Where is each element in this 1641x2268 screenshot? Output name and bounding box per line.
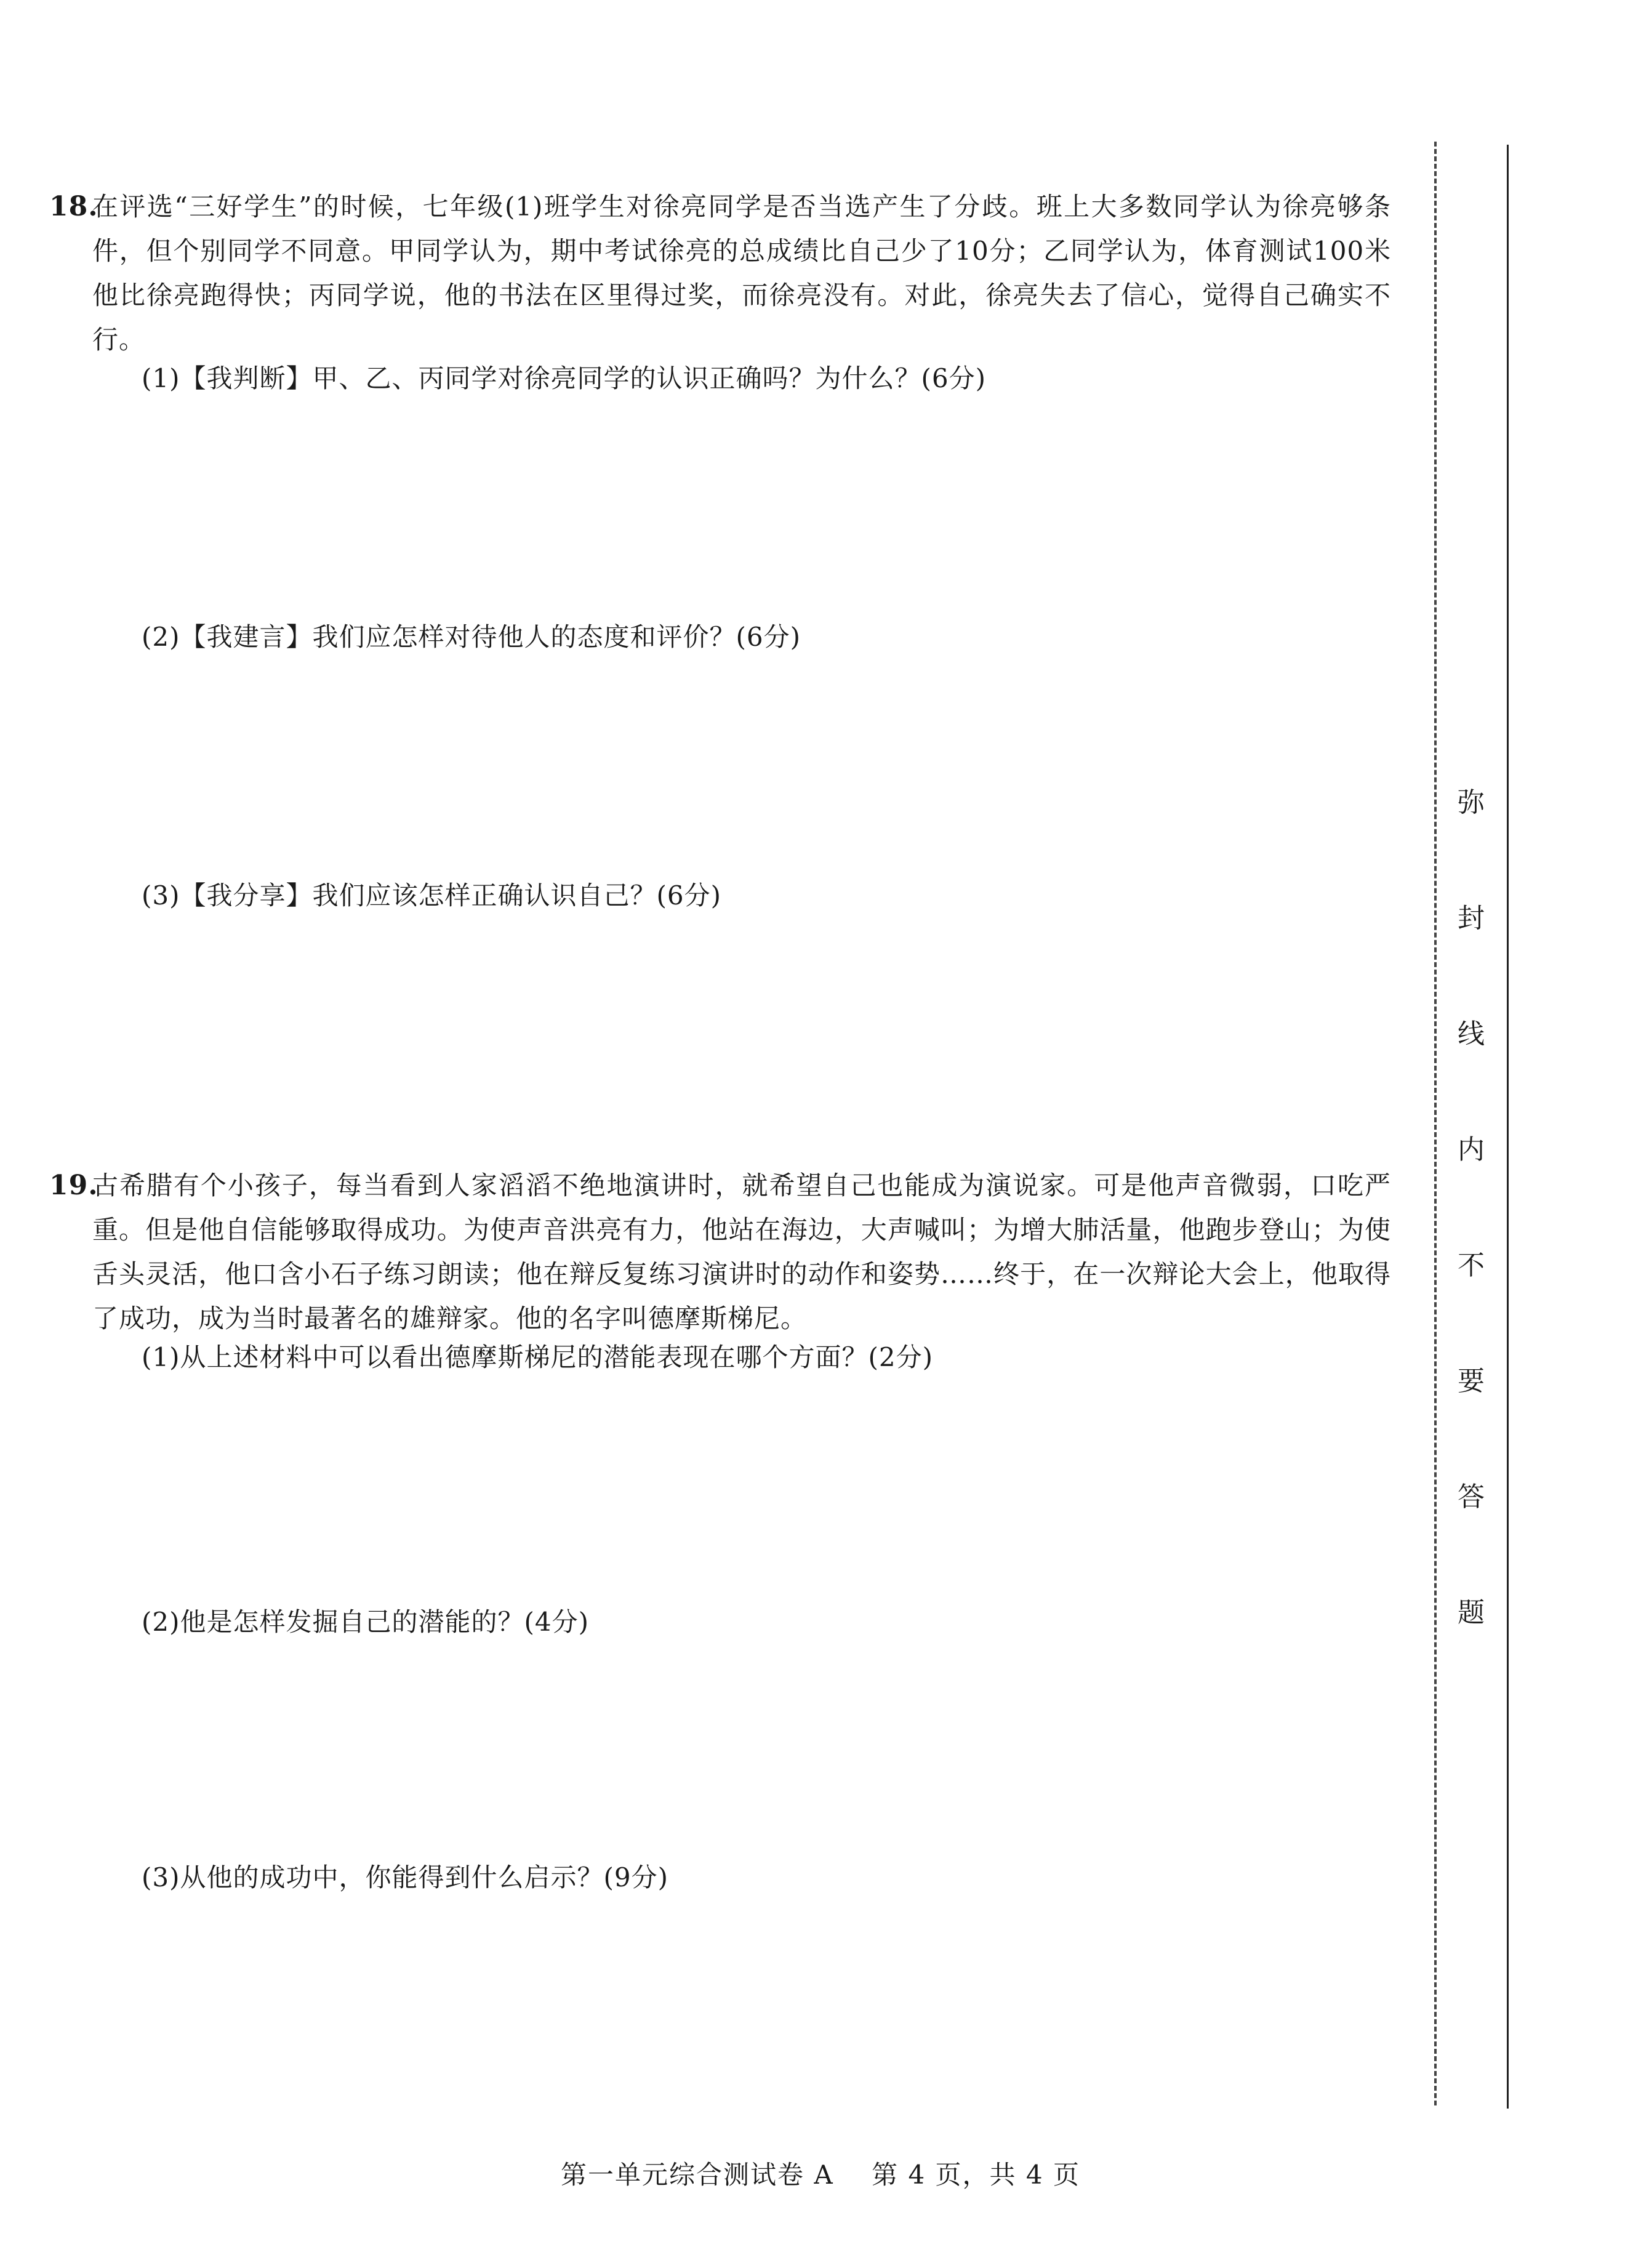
question-18-part-1: (1)【我判断】甲、乙、丙同学对徐亮同学的认识正确吗？为什么？(6分) [142,363,986,393]
page-footer [0,2155,1641,2192]
binding-char: 要 [1458,1365,1485,1397]
footer-page-label: 第 4 页，共 4 页 [872,2160,1080,2190]
question-18-number: 18. [49,191,98,222]
question-19-part-1: (1)从上述材料中可以看出德摩斯梯尼的潜能表现在哪个方面？(2分) [142,1342,933,1372]
binding-char: 题 [1458,1597,1485,1628]
binding-solid-line [1507,145,1509,2109]
question-19-stem [49,1164,1391,1341]
question-18-part-2: (2)【我建言】我们应怎样对待他人的态度和评价？(6分) [142,622,801,652]
binding-char: 不 [1458,1250,1485,1281]
question-19-part-2: (2)他是怎样发掘自己的潜能的？(4分) [142,1607,589,1637]
binding-notice [1450,788,1493,1714]
question-19-number: 19. [49,1170,98,1201]
question-18 [49,185,1391,911]
question-18-part-3: (3)【我分享】我们应该怎样正确认识自己？(6分) [142,880,721,911]
binding-dashed-line [1434,142,1437,2105]
question-19-text: 古希腊有个小孩子，每当看到人家滔滔不绝地演讲时，就希望自己也能成为演说家。可是他声音微弱，口吃严重。但是他自信能够取得成功。为使声音洪亮有力，他站在海边，大声喊叫；为增大肺活量，他跑步登山；为使舌头灵活，他口含小石子练习朗读；他在辩反复练习演讲时的动作和姿势……终于，在一次辩论大会上，他取得了成功，成为当时最著名的雄辩家。他的名字叫德摩斯梯尼。 [92,1170,1391,1333]
footer-title: 第一单元综合测试卷 A [561,2160,834,2190]
question-19-part-3: (3)从他的成功中，你能得到什么启示？(9分) [142,1862,668,1892]
binding-char: 弥 [1458,787,1485,818]
question-19 [49,1164,1391,1892]
binding-char: 答 [1458,1481,1485,1513]
binding-char: 内 [1458,1134,1485,1165]
question-18-text: 在评选“三好学生”的时候，七年级(1)班学生对徐亮同学是否当选产生了分歧。班上大多数同学认为徐亮够条件，但个别同学不同意。甲同学认为，期中考试徐亮的总成绩比自己少了10分；乙同学认为，体育测试100米他比徐亮跑得快；丙同学说，他的书法在区里得过奖，而徐亮没有。对此，徐亮失去了信心，觉得自己确实不行。 [92,191,1391,355]
binding-char: 封 [1458,903,1485,934]
binding-char: 线 [1458,1018,1485,1050]
question-18-stem [49,185,1391,362]
